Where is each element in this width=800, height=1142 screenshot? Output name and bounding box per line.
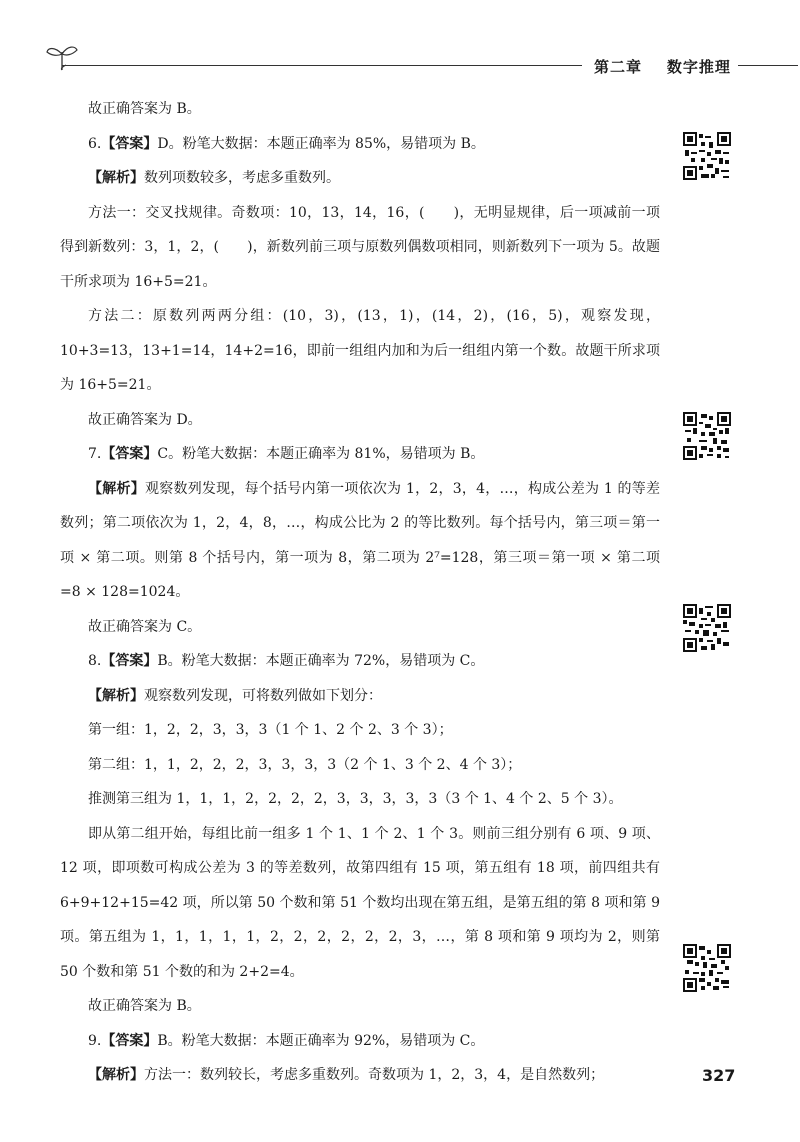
section-marker: 【解析】 bbox=[88, 170, 144, 186]
paragraph: 故正确答案为 B。 bbox=[88, 998, 201, 1014]
header-rule-right bbox=[738, 65, 798, 66]
paragraph: 【解析】观察数列发现，可将数列做如下划分： bbox=[88, 687, 382, 704]
qr-code-icon[interactable] bbox=[683, 604, 731, 652]
paragraph: 故正确答案为 C。 bbox=[88, 618, 202, 635]
qr-code-icon[interactable] bbox=[683, 412, 731, 460]
section-marker: 【解析】 bbox=[88, 480, 145, 497]
page-number: 327 bbox=[702, 1066, 736, 1085]
paragraph: 7.【答案】C。粉笔大数据：本题正确率为 81%，易错项为 B。 bbox=[88, 446, 485, 462]
paragraph: 第一组：1，2，2，3，3，3（1 个 1、2 个 2、3 个 3）； bbox=[88, 722, 453, 738]
chapter-header bbox=[594, 56, 731, 77]
answer-body bbox=[60, 92, 660, 1093]
topic-label: 数字推理 bbox=[666, 58, 731, 76]
sprout-icon bbox=[44, 42, 80, 72]
qr-code-icon[interactable] bbox=[683, 944, 731, 992]
qr-code-icon[interactable] bbox=[683, 132, 731, 180]
section-marker: 【解析】 bbox=[88, 1067, 144, 1083]
section-marker: 【答案】 bbox=[101, 1032, 158, 1049]
paragraph: 【解析】观察数列发现，每个括号内第一项依次为 1，2，3，4，…，构成公差为 1 的等差数列；第二项依次为 1，2，4，8，…，构成公比为 2 的等比数列。每个括号内，第三项＝第一项 × 第二项。则第 8 个括号内，第一项为 8，第二项为 2⁷=128，第三项＝第一项 × 第二项 =8 × 128=1024。 bbox=[60, 480, 661, 600]
chapter-label: 第二章 bbox=[594, 58, 643, 76]
section-marker: 【答案】 bbox=[101, 135, 158, 152]
paragraph: 第二组：1，1，2，2，2，3，3，3，3（2 个 1、3 个 2、4 个 3）； bbox=[88, 756, 522, 773]
section-marker: 【解析】 bbox=[88, 687, 144, 704]
paragraph: 【解析】方法一：数列较长，考虑多重数列。奇数项为 1，2，3，4，是自然数列； bbox=[88, 1067, 605, 1083]
paragraph: 6.【答案】D。粉笔大数据：本题正确率为 85%，易错项为 B。 bbox=[88, 135, 485, 152]
paragraph: 【解析】数列项数较多，考虑多重数列。 bbox=[88, 170, 340, 186]
section-marker: 【答案】 bbox=[101, 446, 158, 462]
paragraph: 推测第三组为 1，1，1，2，2，2，2，3，3，3，3，3（3 个 1、4 个 2、5 个 3）。 bbox=[88, 791, 623, 807]
paragraph: 方法一：交叉找规律。奇数项：10，13，14，16，( )，无明显规律，后一项减前一项得到新数列：3，1，2，( )，新数列前三项与原数列偶数项相同，则新数列下一项为 5。故题干所求项为 16+5=21。 bbox=[60, 204, 660, 290]
paragraph: 故正确答案为 B。 bbox=[88, 101, 201, 117]
paragraph: 9.【答案】B。粉笔大数据：本题正确率为 92%，易错项为 C。 bbox=[88, 1032, 485, 1049]
paragraph: 方法二：原数列两两分组：(10，3)，(13，1)，(14，2)，(16，5)，观察发现，10+3=13，13+1=14，14+2=16，即前一组组内加和为后一组组内第一个数。故题干所求项为 16+5=21。 bbox=[60, 308, 660, 393]
header-rule-left bbox=[62, 65, 582, 66]
section-marker: 【答案】 bbox=[101, 653, 158, 669]
paragraph: 即从第二组开始，每组比前一组多 1 个 1、1 个 2、1 个 3。则前三组分别有 6 项、9 项、12 项，即项数可构成公差为 3 的等差数列，故第四组有 15 项，第五组有 18 项，前四组共有 6+9+12+15=42 项，所以第 50 个数和第 51 个数均出现在第五组，是第五组的第 8 项和第 9 项。第五组为 1，1，1，1，1，2，2，2，2，2，2，3，…，第 8 项和第 9 项均为 2，则第 50 个数和第 51 个数的和为 2+2=4。 bbox=[60, 825, 660, 980]
paragraph: 8.【答案】B。粉笔大数据：本题正确率为 72%，易错项为 C。 bbox=[88, 653, 485, 669]
paragraph: 故正确答案为 D。 bbox=[88, 411, 202, 428]
